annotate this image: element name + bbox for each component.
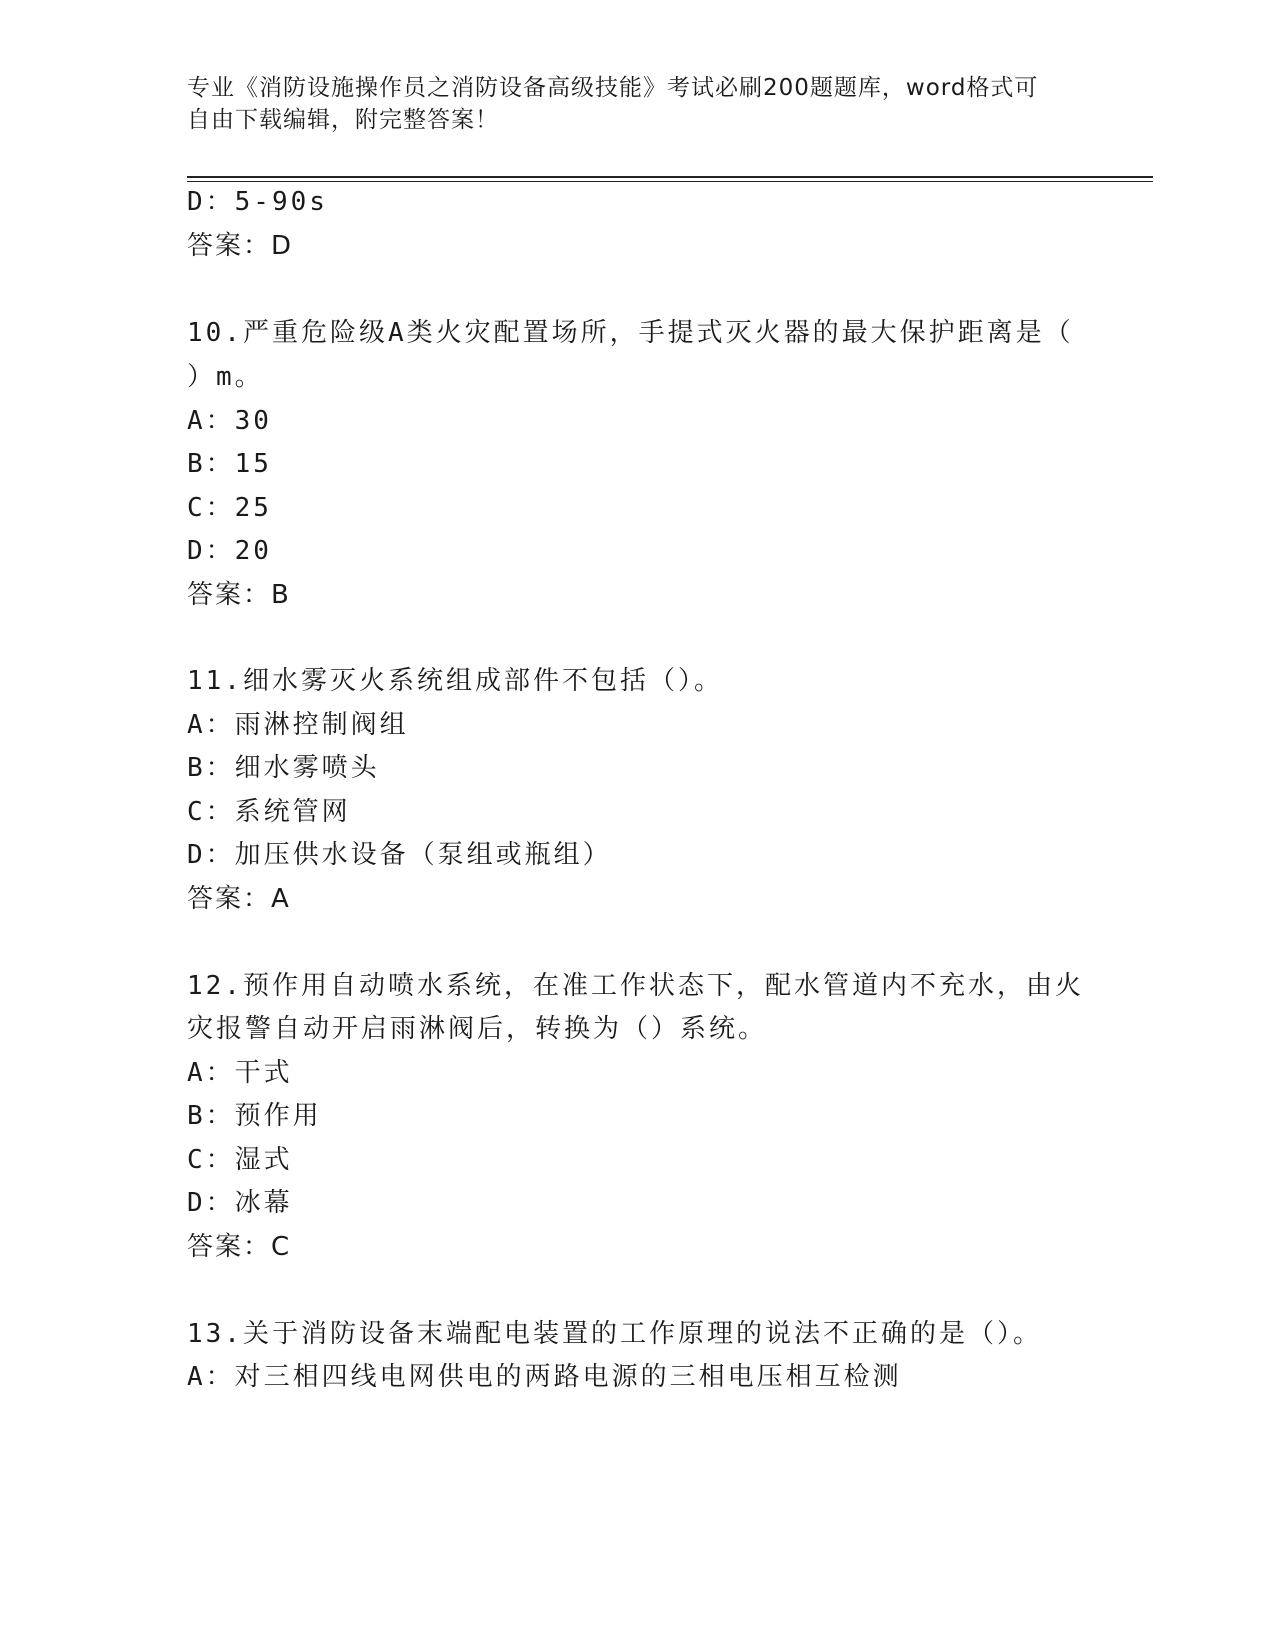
q13-stem-line-1: 13.关于消防设备末端配电装置的工作原理的说法不正确的是（）。 [187, 1319, 1042, 1349]
prev-answer: 答案：D [187, 231, 294, 261]
q10-option-a: A：30 [187, 406, 272, 436]
q12-answer: 答案：C [187, 1232, 292, 1262]
q11-option-a: A：雨淋控制阀组 [187, 710, 409, 740]
q10-option-c: C：25 [187, 493, 272, 523]
q12-stem-line-1: 12.预作用自动喷水系统，在准工作状态下，配水管道内不充水，由火 [187, 971, 1084, 1001]
q12-option-d: D：冰幕 [187, 1188, 293, 1218]
q10-option-d: D：20 [187, 536, 272, 566]
header-divider-top [187, 176, 1153, 178]
q10-answer: 答案：B [187, 580, 291, 610]
q11-option-d: D：加压供水设备（泵组或瓶组） [187, 840, 612, 870]
prev-option-d: D：5-90s [187, 187, 328, 217]
header-line-2: 自由下载编辑，附完整答案！ [187, 107, 499, 133]
q12-stem-line-2: 灾报警自动开启雨淋阀后，转换为（）系统。 [187, 1014, 768, 1044]
q11-option-c: C：系统管网 [187, 797, 351, 827]
q11-stem-line-1: 11.细水雾灭火系统组成部件不包括（）。 [187, 666, 723, 696]
document-header [187, 72, 1087, 136]
header-line-1: 专业《消防设施操作员之消防设备高级技能》考试必刷200题题库，word格式可 [187, 75, 1039, 101]
q11-answer: 答案：A [187, 884, 291, 914]
q10-stem-line-2: ）m。 [187, 362, 264, 392]
q11-option-b: B：细水雾喷头 [187, 753, 380, 783]
header-divider-bottom [187, 181, 1153, 182]
q12-option-c: C：湿式 [187, 1145, 293, 1175]
q10-option-b: B：15 [187, 449, 272, 479]
q12-option-a: A：干式 [187, 1058, 293, 1088]
q10-stem-line-1: 10.严重危险级A类火灾配置场所，手提式灭火器的最大保护距离是（ [187, 318, 1074, 348]
q13-option-a: A：对三相四线电网供电的两路电源的三相电压相互检测 [187, 1362, 902, 1392]
q12-option-b: B：预作用 [187, 1101, 322, 1131]
